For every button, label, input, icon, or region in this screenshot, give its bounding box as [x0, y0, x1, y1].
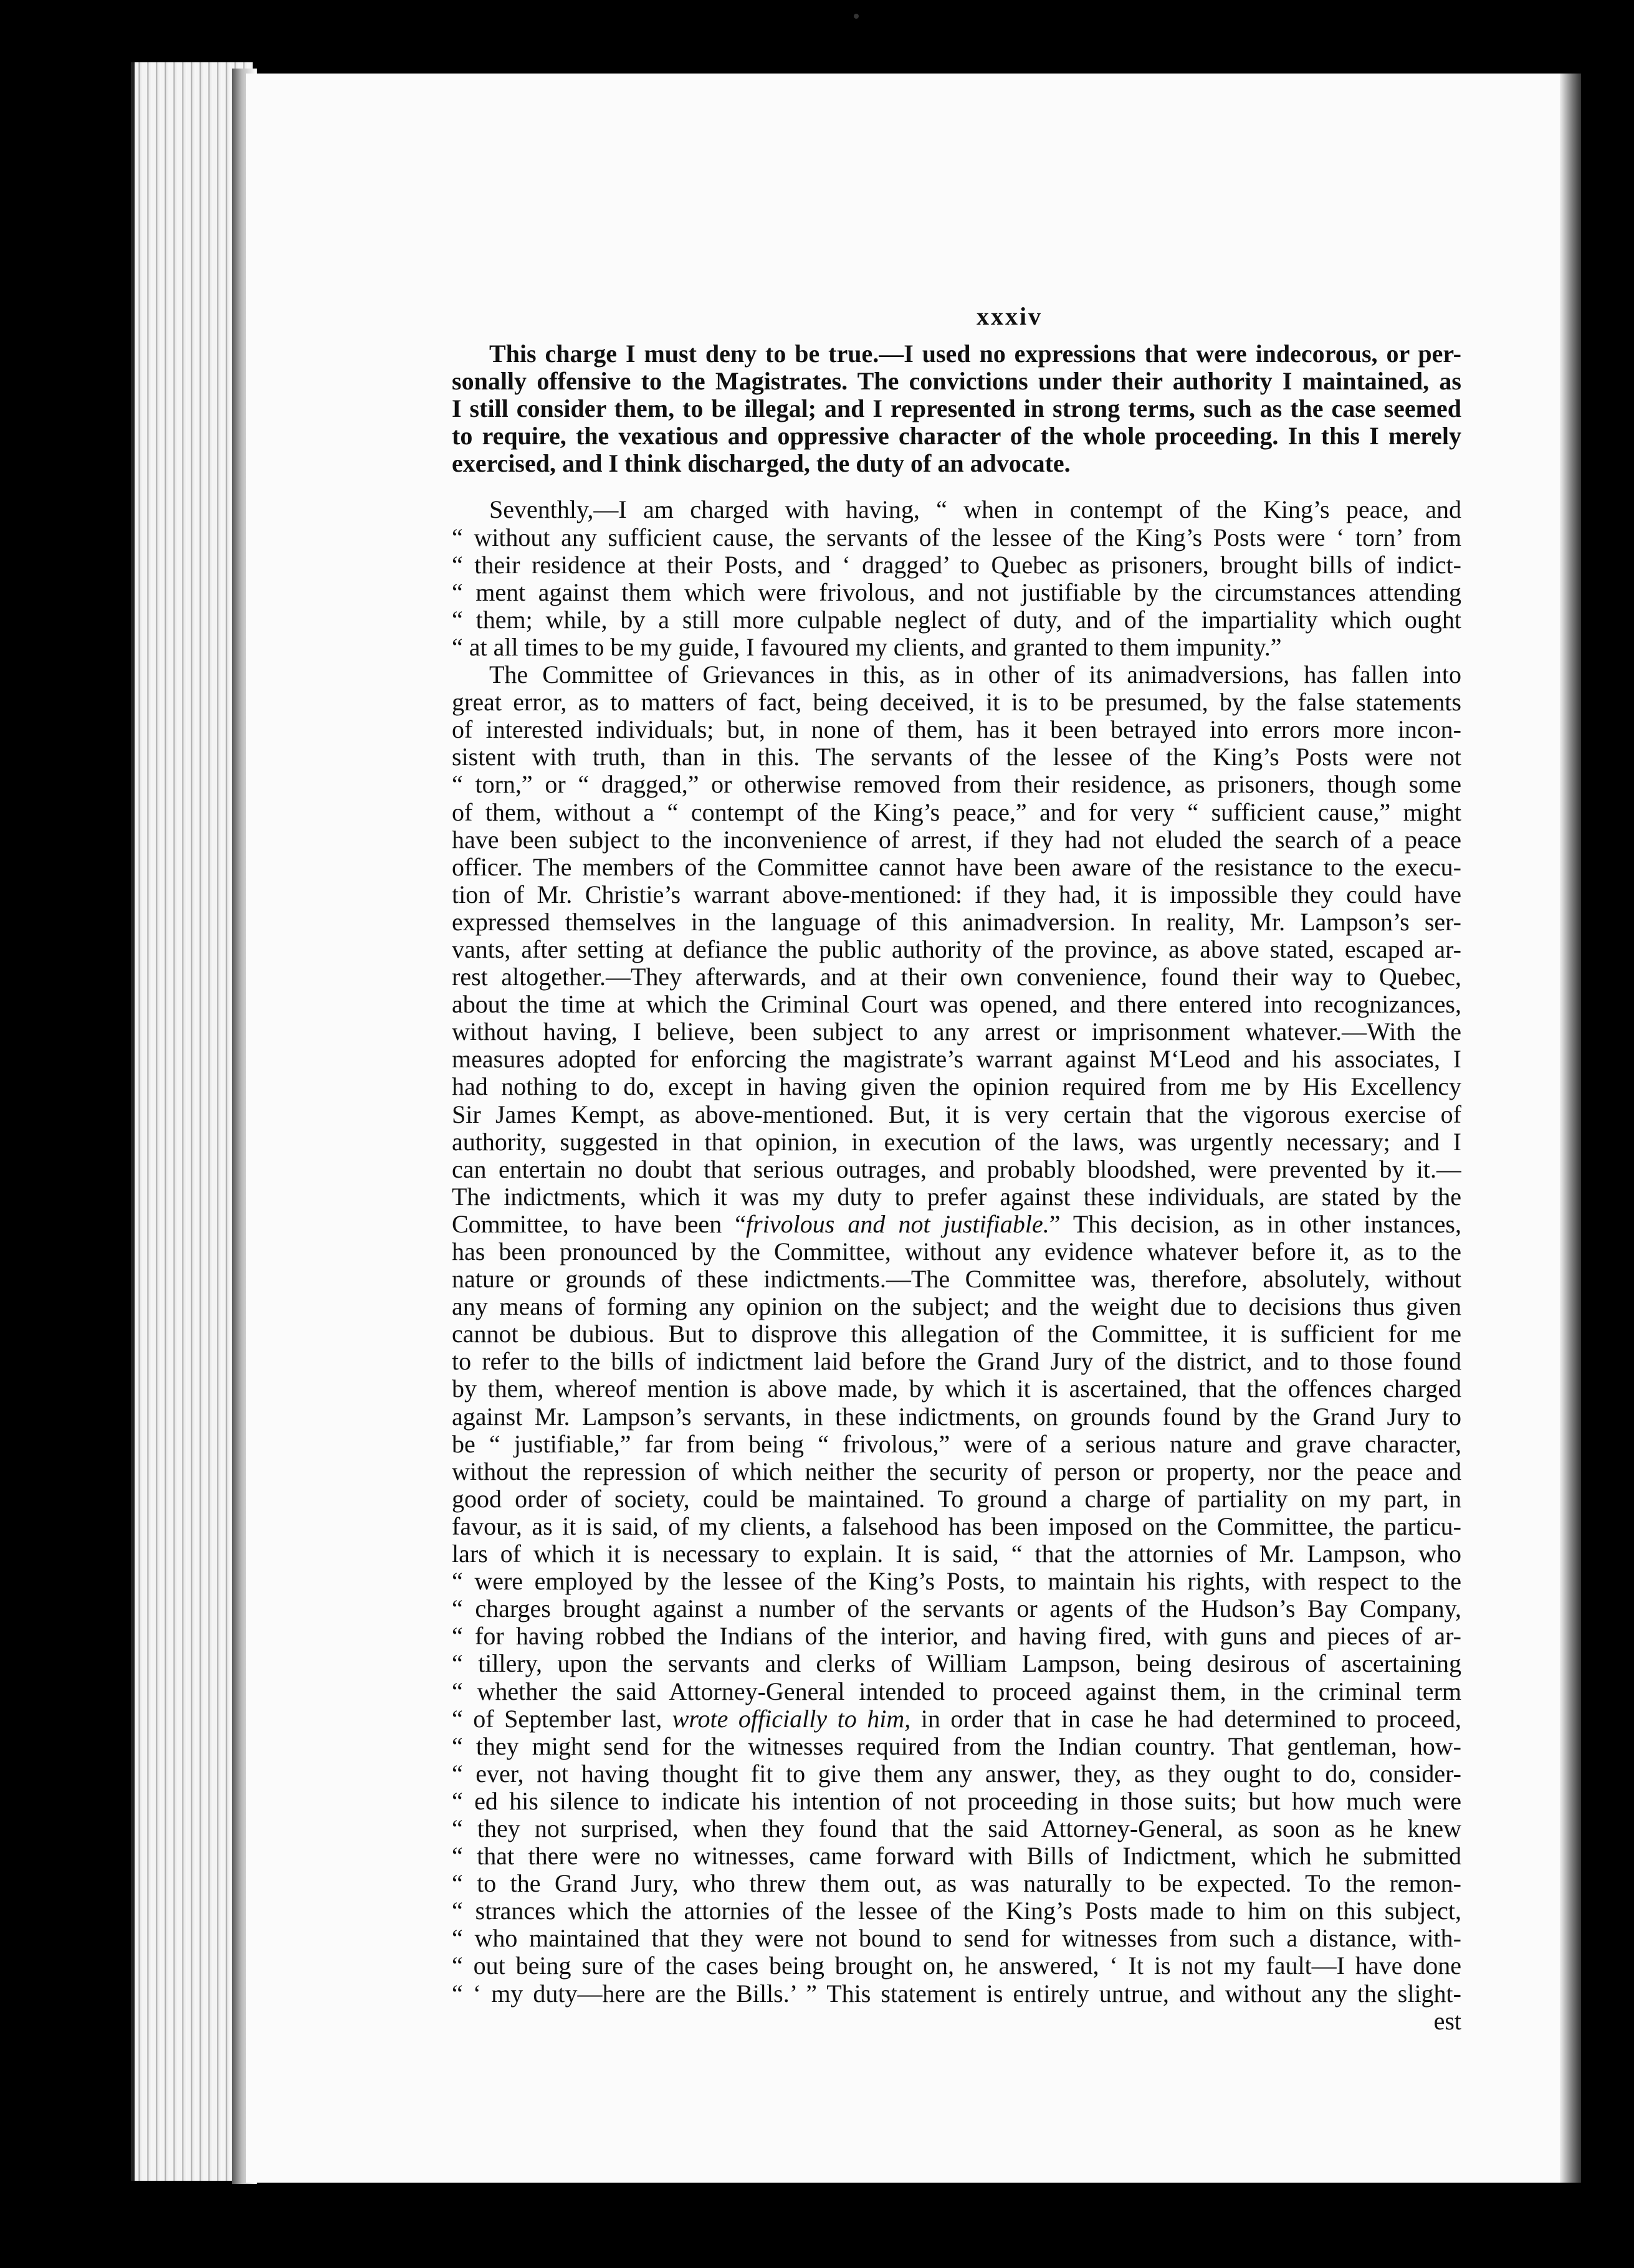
text-line: sonally offensive to the Magistrates. The convictions under their authority I maintained, as [452, 368, 1461, 396]
text-line: about the time at which the Criminal Court was opened, and there entered into recognizances, [452, 991, 1461, 1019]
paragraph-1 [452, 340, 1461, 477]
text-line: sistent with truth, than in this. The servants of the lessee of the King’s Posts were not [452, 743, 1461, 771]
text-line: “ them; while, by a still more culpable neglect of duty, and of the impartiality which ought [452, 606, 1461, 634]
text-line: tion of Mr. Christie’s warrant above-mentioned: if they had, it is impossible they could have [452, 880, 1461, 908]
text-line: “ charges brought against a number of the servants or agents of the Hudson’s Bay Company, [452, 1595, 1461, 1623]
paragraph-2 [452, 496, 1461, 661]
text-line: to refer to the bills of indictment laid before the Grand Jury of the district, and to those found [452, 1348, 1461, 1376]
text-line: cannot be dubious. But to disprove this allegation of the Committee, it is sufficient for me [452, 1320, 1461, 1348]
catchword: est [1433, 2006, 1461, 2035]
text-line: “ at all times to be my guide, I favoured my clients, and granted to them impunity.” [452, 632, 1282, 661]
text-line: good order of society, could be maintained. To ground a charge of partiality on my part, in [452, 1485, 1461, 1513]
page-content [246, 74, 1560, 2183]
text-line: “ ment against them which were frivolous, and not justifiable by the circumstances attending [452, 578, 1461, 606]
text-line: Sir James Kempt, as above-mentioned. But, it is very certain that the vigorous exercise of [452, 1100, 1461, 1128]
text-line: “ torn,” or “ dragged,” or otherwise removed from their residence, as prisoners, though some [452, 771, 1461, 799]
page-right-edge [1560, 74, 1581, 2183]
italic-phrase: frivolous and not justifiable. [746, 1210, 1049, 1238]
text-line: has been pronounced by the Committee, without any evidence whatever before it, as to the [452, 1238, 1461, 1265]
text-line: “ ever, not having thought fit to give them any answer, they, as they ought to do, consider- [452, 1760, 1461, 1788]
text-line: have been subject to the inconvenience of arrest, if they had not eluded the search of a peace [452, 826, 1461, 854]
text-line: “ ‘ my duty—here are the Bills.’ ” This statement is entirely untrue, and without any the slight- [452, 1980, 1461, 2008]
text-line: “ without any sufficient cause, the servants of the lessee of the King’s Posts were ‘ torn’ from [452, 523, 1461, 551]
text-line: had nothing to do, except in having given the opinion required from me by His Excellency [452, 1073, 1461, 1101]
text-line: rest altogether.—They afterwards, and at their own convenience, found their way to Quebec, [452, 963, 1461, 991]
text-line: Seventhly,—I am charged with having, “ when in contempt of the King’s peace, and [489, 496, 1461, 524]
text-line: “ whether the said Attorney-General intended to proceed against them, in the criminal term [452, 1677, 1461, 1705]
text-line: by them, whereof mention is above made, by which it is ascertained, that the offences charged [452, 1375, 1461, 1403]
text-line: This charge I must deny to be true.—I used no expressions that were indecorous, or per- [489, 340, 1461, 368]
text-line: exercised, and I think discharged, the duty of an advocate. [452, 449, 1071, 478]
text-line: “ for having robbed the Indians of the interior, and having fired, with guns and pieces of ar- [452, 1622, 1461, 1651]
text-line: measures adopted for enforcing the magistrate’s warrant against M‘Leod and his associates, I [452, 1046, 1461, 1074]
text-line: authority, suggested in that opinion, in execution of the laws, was urgently necessary; and I [452, 1128, 1461, 1156]
text-line: of interested individuals; but, in none of them, has it been betrayed into errors more incon- [452, 716, 1461, 744]
text-line: The Committee of Grievances in this, as in other of its animadversions, has fallen into [489, 661, 1461, 689]
text-line: to require, the vexatious and oppressive character of the whole proceeding. In this I merely [452, 422, 1461, 450]
text-line: “ who maintained that they were not bound to send for witnesses from such a distance, with- [452, 1925, 1461, 1953]
text-line: any means of forming any opinion on the subject; and the weight due to decisions thus given [452, 1293, 1461, 1321]
text-line: officer. The members of the Committee cannot have been aware of the resistance to the execu- [452, 853, 1461, 881]
text-line: “ that there were no witnesses, came forward with Bills of Indictment, which he submitted [452, 1842, 1461, 1870]
text-line: “ they not surprised, when they found that the said Attorney-General, as soon as he knew [452, 1814, 1461, 1842]
text-line: The indictments, which it was my duty to prefer against these individuals, are stated by the [452, 1183, 1461, 1211]
text-line: favour, as it is said, of my clients, a falsehood has been imposed on the Committee, the particu- [452, 1512, 1461, 1540]
text-line: against Mr. Lampson’s servants, in these indictments, on grounds found by the Grand Jury to [452, 1403, 1461, 1431]
text-line: of them, without a “ contempt of the King’s peace,” and for very “ sufficient cause,” might [452, 798, 1461, 826]
text-line: can entertain no doubt that serious outrages, and probably bloodshed, were prevented by it.— [452, 1155, 1461, 1183]
text-line: without the repression of which neither the security of person or property, nor the peace and [452, 1457, 1461, 1485]
scan-speck [854, 14, 859, 19]
italic-phrase: wrote officially to him, [672, 1705, 911, 1733]
text-line: nature or grounds of these indictments.—The Committee was, therefore, absolutely, without [452, 1265, 1461, 1294]
text-line: “ were employed by the lessee of the King’s Posts, to maintain his rights, with respect to the [452, 1568, 1461, 1596]
text-line: lars of which it is necessary to explain. It is said, “ that the attornies of Mr. Lampson, who [452, 1540, 1461, 1568]
text-line: be “ justifiable,” far from being “ frivolous,” were of a serious nature and grave character, [452, 1430, 1461, 1458]
text-line: Committee, to have been “frivolous and not justifiable.” This decision, as in other instances, [452, 1210, 1461, 1238]
text-line: great error, as to matters of fact, being deceived, it is to be presumed, by the false statements [452, 688, 1461, 717]
text-line: I still consider them, to be illegal; and I represented in strong terms, such as the case seemed [452, 395, 1461, 423]
page-number: xxxiv [976, 302, 1043, 330]
text-line: “ tillery, upon the servants and clerks of William Lampson, being desirous of ascertaining [452, 1650, 1461, 1678]
text-line: vants, after setting at defiance the public authority of the province, as above stated, escaped ar- [452, 935, 1461, 963]
body-text [452, 340, 1461, 2035]
text-line: “ they might send for the witnesses required from the Indian country. That gentleman, how- [452, 1732, 1461, 1760]
text-line: “ to the Grand Jury, who threw them out, as was naturally to be expected. To the remon- [452, 1870, 1461, 1898]
text-line: “ their residence at their Posts, and ‘ dragged’ to Quebec as prisoners, brought bills of indict- [452, 551, 1461, 579]
text-line: “ ed his silence to indicate his intention of not proceeding in those suits; but how much were [452, 1787, 1461, 1815]
text-line: “ strances which the attornies of the lessee of the King’s Posts made to him on this subject, [452, 1897, 1461, 1925]
text-line: without having, I believe, been subject to any arrest or imprisonment whatever.—With the [452, 1018, 1461, 1046]
paragraph-3 [452, 661, 1461, 2008]
text-line: “ out being sure of the cases being brought on, he answered, ‘ It is not my fault—I have done [452, 1952, 1461, 1980]
text-line: expressed themselves in the language of this animadversion. In reality, Mr. Lampson’s ser- [452, 908, 1461, 936]
text-line: “ of September last, wrote officially to him, in order that in case he had determined to proceed, [452, 1705, 1461, 1733]
